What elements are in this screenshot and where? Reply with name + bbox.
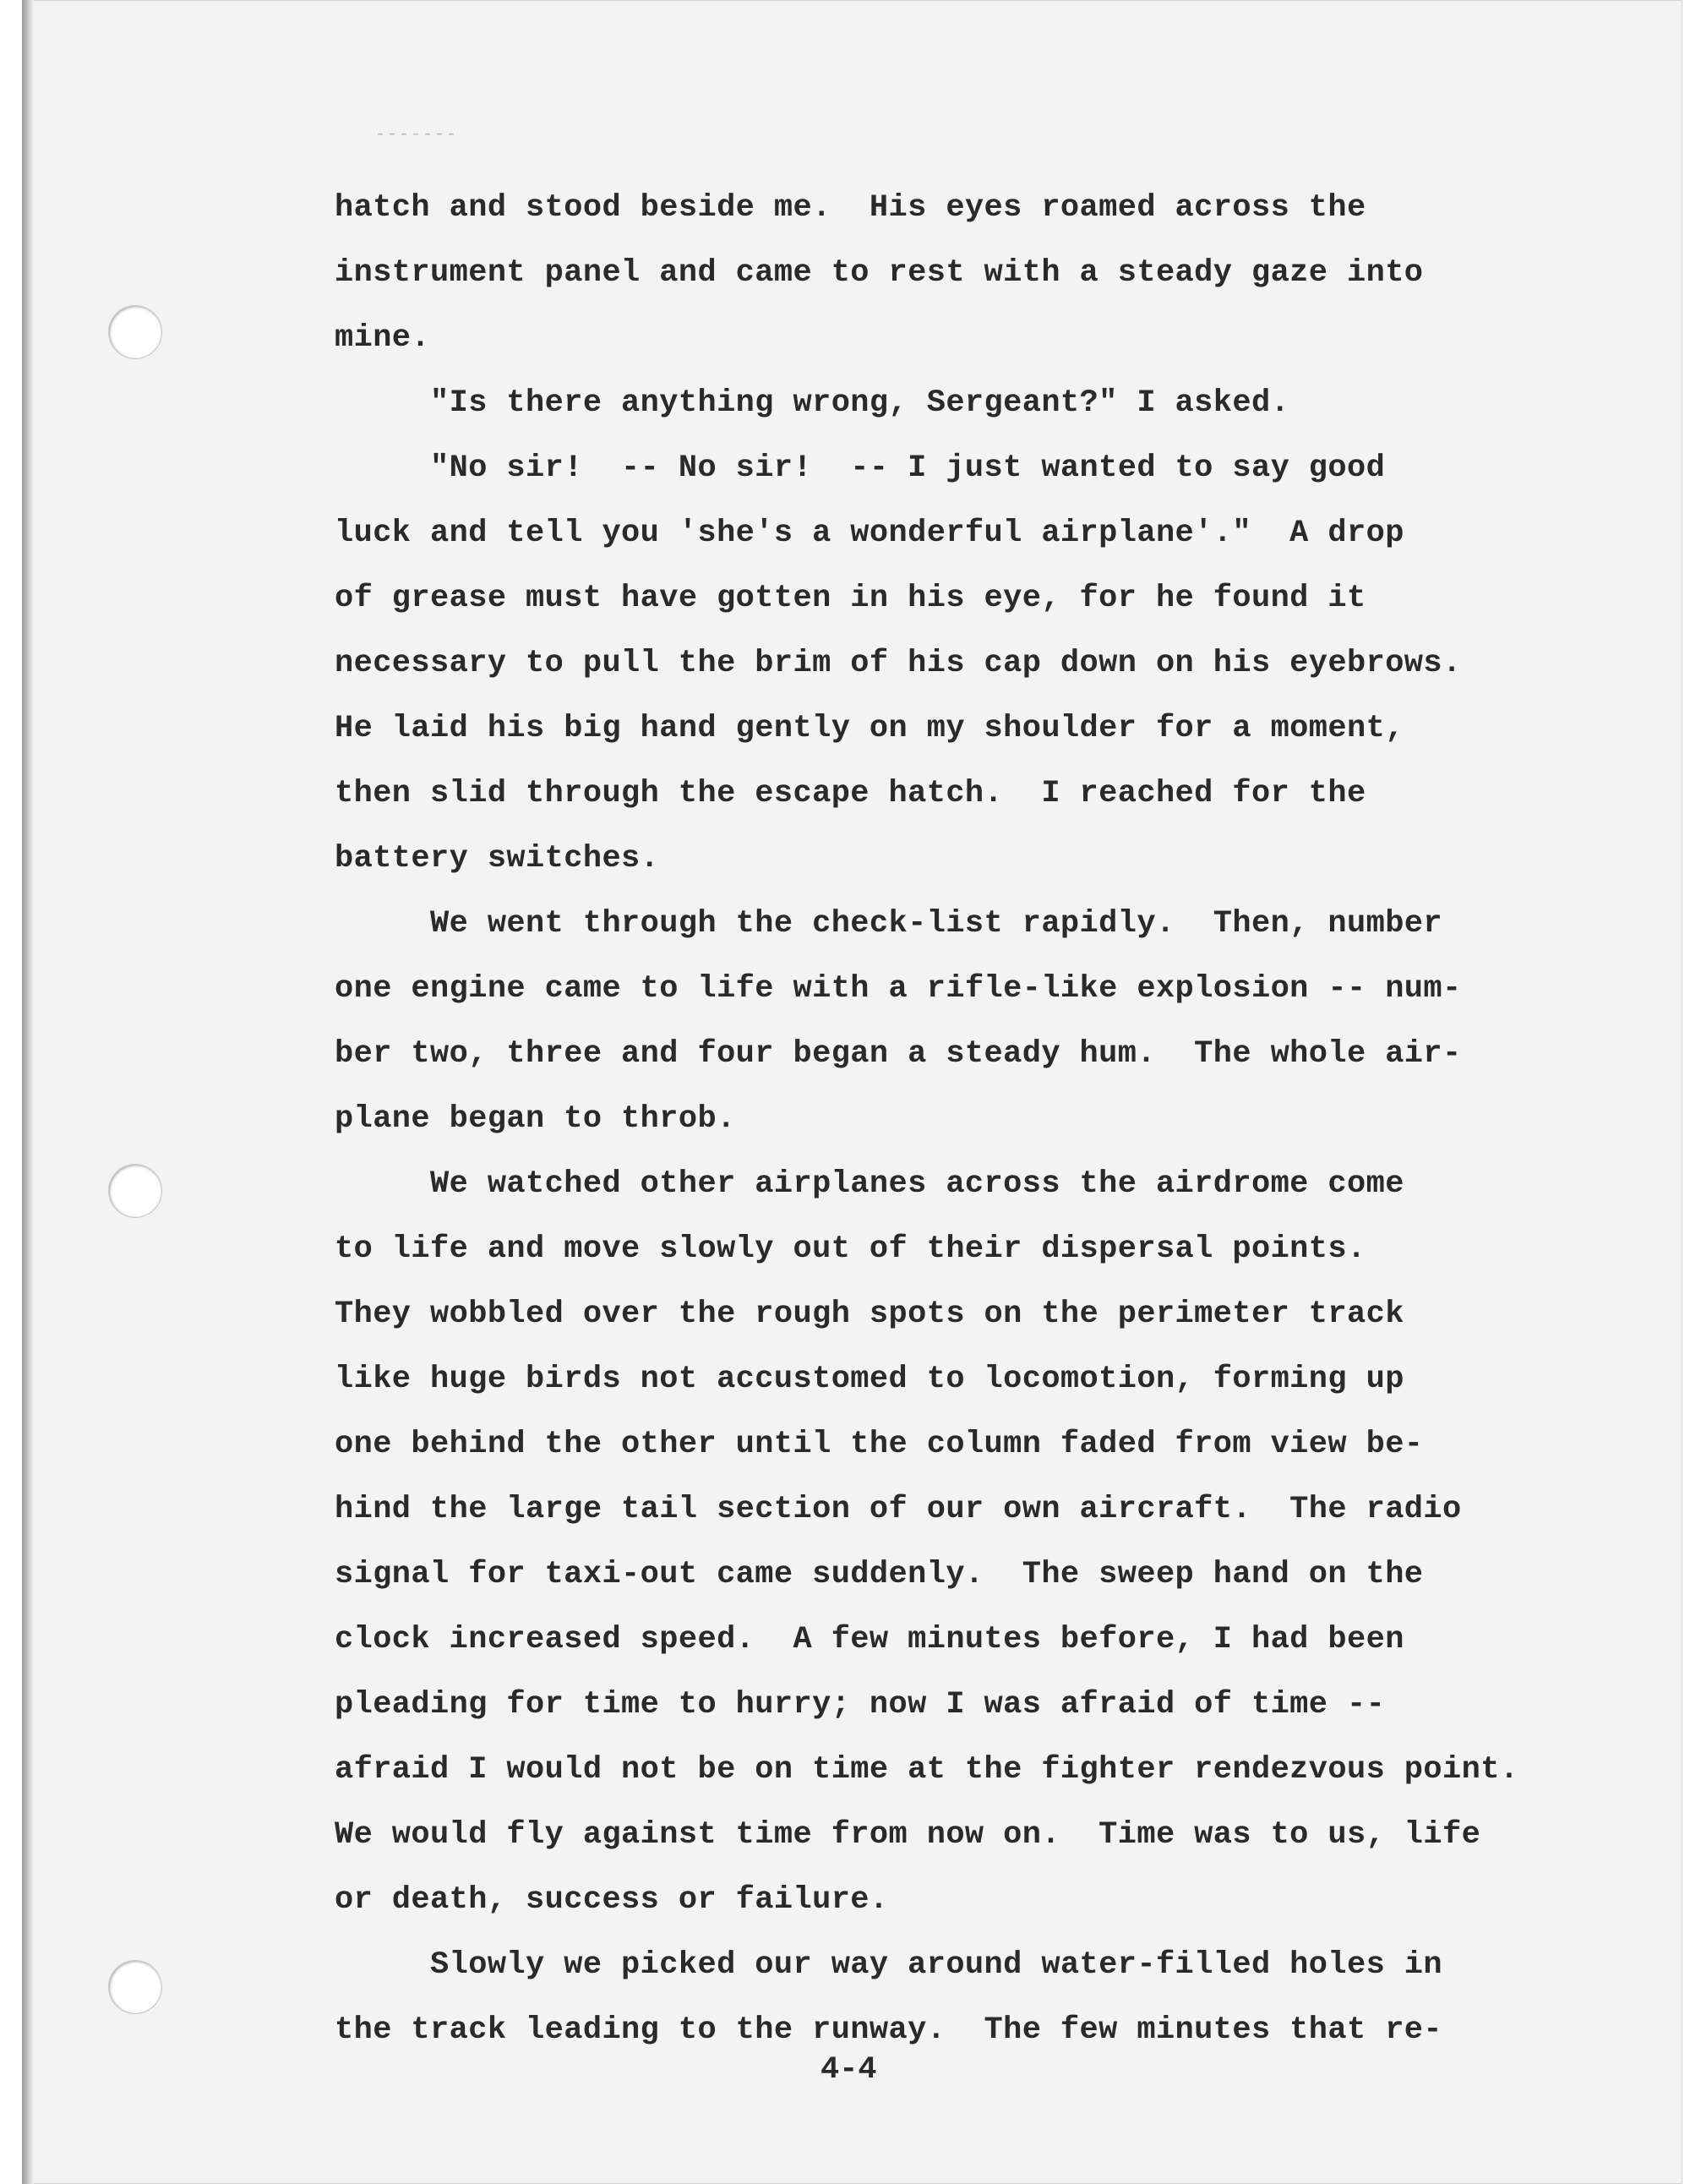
- text-line: We would fly against time from now on. Time was to us, life: [335, 1817, 1481, 1853]
- text-line: then slid through the escape hatch. I reached for the: [335, 776, 1366, 811]
- text-line: We went through the check-list rapidly. Then, number: [335, 906, 1443, 942]
- text-line: or death, success or failure.: [335, 1882, 889, 1918]
- text-line: hatch and stood beside me. His eyes roamed across the: [335, 190, 1366, 226]
- text-line: signal for taxi-out came suddenly. The sweep hand on the: [335, 1557, 1424, 1592]
- binder-hole-bottom: [109, 1961, 161, 2013]
- text-line: afraid I would not be on time at the fighter rendezvous point.: [335, 1752, 1519, 1788]
- binder-hole-middle: [109, 1165, 161, 1217]
- text-line: They wobbled over the rough spots on the perimeter track: [335, 1297, 1404, 1332]
- typewritten-body-text: [335, 176, 1594, 2063]
- text-line: one engine came to life with a rifle-like explosion -- num-: [335, 971, 1462, 1007]
- text-line: one behind the other until the column faded from view be-: [335, 1427, 1424, 1462]
- document-page: [22, 0, 1682, 2184]
- text-line: He laid his big hand gently on my shoulder for a moment,: [335, 711, 1404, 746]
- text-line: of grease must have gotten in his eye, for he found it: [335, 581, 1366, 616]
- text-line: battery switches.: [335, 841, 660, 876]
- text-line: mine.: [335, 320, 431, 356]
- text-line: necessary to pull the brim of his cap down on his eyebrows.: [335, 646, 1462, 681]
- text-line: "No sir! -- No sir! -- I just wanted to say good: [335, 450, 1386, 486]
- text-line: luck and tell you 'she's a wonderful airplane'." A drop: [335, 516, 1404, 551]
- text-line: like huge birds not accustomed to locomotion, forming up: [335, 1362, 1404, 1397]
- page-number: 4-4: [820, 2052, 877, 2088]
- text-line: pleading for time to hurry; now I was afraid of time --: [335, 1687, 1386, 1723]
- faint-header-mark: -------: [375, 125, 459, 145]
- text-line: clock increased speed. A few minutes before, I had been: [335, 1622, 1404, 1657]
- text-line: instrument panel and came to rest with a steady gaze into: [335, 255, 1424, 291]
- text-line: to life and move slowly out of their dispersal points.: [335, 1231, 1366, 1267]
- text-line: hind the large tail section of our own aircraft. The radio: [335, 1492, 1462, 1527]
- text-line: We watched other airplanes across the airdrome come: [335, 1166, 1404, 1202]
- text-line: the track leading to the runway. The few minutes that re-: [335, 2012, 1443, 2048]
- text-line: Slowly we picked our way around water-filled holes in: [335, 1947, 1443, 1983]
- text-line: "Is there anything wrong, Sergeant?" I asked.: [335, 385, 1290, 421]
- binder-hole-top: [109, 306, 161, 358]
- page-edge-shadow: [22, 0, 34, 2184]
- text-line: plane began to throb.: [335, 1101, 736, 1137]
- text-line: ber two, three and four began a steady hum. The whole air-: [335, 1036, 1462, 1072]
